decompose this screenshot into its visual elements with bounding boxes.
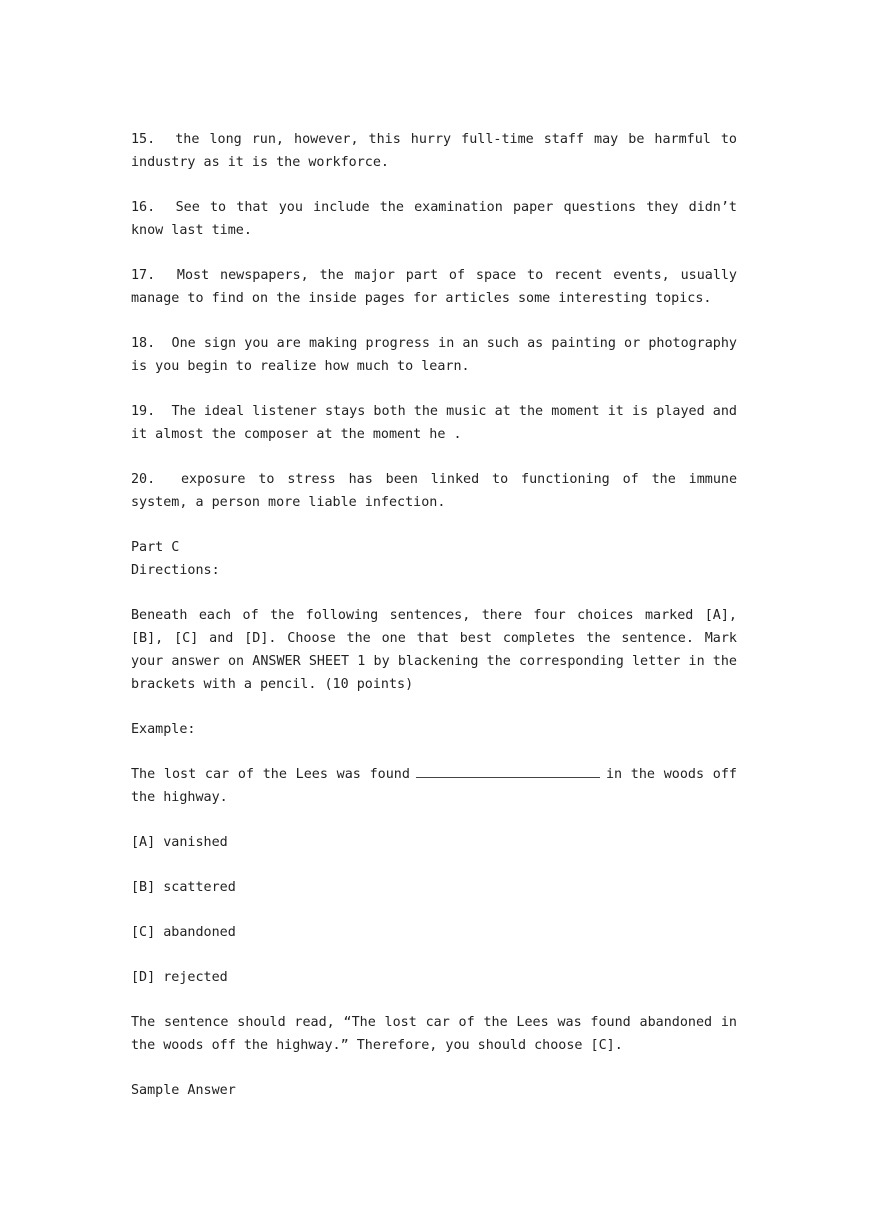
question-number: 20. <box>131 472 156 487</box>
option-a <box>131 831 737 854</box>
example-explanation: The sentence should read, “The lost car of the Lees was found abandoned in the woods off the highway.” Therefore, you should choose [C]. <box>131 1015 737 1053</box>
question-16 <box>131 196 737 242</box>
question-number: 19. <box>131 404 156 419</box>
option-text: vanished <box>163 835 228 850</box>
option-letter: [A] <box>131 835 156 850</box>
directions-label: Directions: <box>131 563 220 578</box>
question-text: the long run, however, this hurry full-time staff may be harmful to industry as it is the workforce. <box>131 132 737 170</box>
question-text: One sign you are making progress in an such as painting or photography is you begin to realize how much to learn. <box>131 336 737 374</box>
sample-answer-label: Sample Answer <box>131 1083 236 1098</box>
option-text: abandoned <box>163 925 236 940</box>
part-title: Part C <box>131 540 180 555</box>
example-sentence-end: in the woods off the highway. <box>131 767 737 805</box>
question-number: 18. <box>131 336 156 351</box>
option-c <box>131 921 737 944</box>
example-label: Example: <box>131 722 196 737</box>
question-text: The ideal listener stays both the music at the moment it is played and it almost the composer at the moment he . <box>131 404 737 442</box>
question-text: exposure to stress has been linked to functioning of the immune system, a person more liable infection. <box>131 472 738 510</box>
question-text: See to that you include the examination paper questions they didn’t know last time. <box>131 200 737 238</box>
directions-text: Beneath each of the following sentences, there four choices marked [A], [B], [C] and [D]. Choose the one that best completes the sentence. Mark your answer on ANSWER SHEET 1 by blackening the corresponding letter in the brackets with a pencil. (10 points) <box>131 608 737 692</box>
option-b <box>131 876 737 899</box>
option-d <box>131 966 737 989</box>
question-number: 16. <box>131 200 156 215</box>
question-20 <box>131 468 737 514</box>
example-sentence <box>131 763 737 809</box>
answer-blank <box>416 763 600 778</box>
question-18 <box>131 332 737 378</box>
question-number: 17. <box>131 268 156 283</box>
question-15 <box>131 128 737 174</box>
question-17 <box>131 264 737 310</box>
question-number: 15. <box>131 132 156 147</box>
question-19 <box>131 400 737 446</box>
document-page <box>131 128 737 1124</box>
option-text: scattered <box>163 880 236 895</box>
option-letter: [C] <box>131 925 156 940</box>
question-text: Most newspapers, the major part of space to recent events, usually manage to find on the inside pages for articles some interesting topics. <box>131 268 737 306</box>
option-letter: [D] <box>131 970 156 985</box>
option-letter: [B] <box>131 880 156 895</box>
option-text: rejected <box>163 970 228 985</box>
example-sentence-start: The lost car of the Lees was found <box>131 767 410 782</box>
